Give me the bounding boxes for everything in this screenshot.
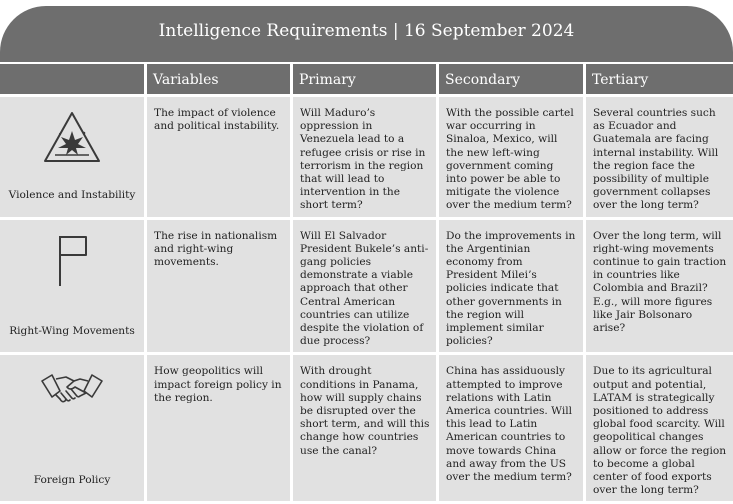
variables-cell: The rise in nationalism and right-wing movements. <box>147 220 293 356</box>
category-cell <box>0 220 147 356</box>
page-title: Intelligence Requirements | 16 September 2024 <box>158 21 575 41</box>
primary-cell: Will El Salvador President Bukele’s anti-gang policies demonstrate a viable approach that other Central American countries can utilize despite the violation of due process? <box>293 220 439 356</box>
handshake-icon <box>40 367 104 415</box>
header-tertiary: Tertiary <box>586 64 733 97</box>
primary-cell: With drought conditions in Panama, how will supply chains be disrupted over the short term, and will this change how countries use the canal? <box>293 355 439 504</box>
tertiary-cell: Several countries such as Ecuador and Guatemala are facing internal instability. Will the region face the possibility of multiple government collapses over the long term? <box>586 97 733 220</box>
tertiary-cell: Due to its agricultural output and potential, LATAM is strategically positioned to address global food scarcity. Will geopolitical changes allow or force the region to become a global center of food exports over the long term? <box>586 355 733 504</box>
header-primary: Primary <box>293 64 439 97</box>
warning-explosion-icon <box>42 109 102 165</box>
variables-cell: How geopolitics will impact foreign policy in the region. <box>147 355 293 504</box>
flag-icon <box>52 232 92 290</box>
table-row <box>0 355 733 504</box>
category-label: Right-Wing Movements <box>9 325 135 338</box>
secondary-cell: Do the improvements in the Argentinian economy from President Milei’s policies indicate that other governments in the region will implement similar policies? <box>439 220 586 356</box>
category-label: Foreign Policy <box>33 474 111 487</box>
secondary-cell: With the possible cartel war occurring in Sinaloa, Mexico, will the new left-wing government coming into power be able to mitigate the violence over the medium term? <box>439 97 586 220</box>
requirements-table <box>0 64 733 504</box>
table-row <box>0 220 733 356</box>
category-label: Violence and Instability <box>8 189 136 202</box>
variables-cell: The impact of violence and political instability. <box>147 97 293 220</box>
category-cell <box>0 355 147 504</box>
category-cell <box>0 97 147 220</box>
title-banner <box>0 6 733 62</box>
header-row <box>0 64 733 97</box>
secondary-cell: China has assiduously attempted to improve relations with Latin America countries. Will this lead to Latin American countries to move towards China and away from the US over the medium term? <box>439 355 586 504</box>
table-row <box>0 97 733 220</box>
header-variables: Variables <box>147 64 293 97</box>
tertiary-cell: Over the long term, will right-wing movements continue to gain traction in countries like Colombia and Brazil? E.g., will more figures like Jair Bolsonaro arise? <box>586 220 733 356</box>
primary-cell: Will Maduro’s oppression in Venezuela lead to a refugee crisis or rise in terrorism in the region that will lead to intervention in the short term? <box>293 97 439 220</box>
header-corner <box>0 64 147 97</box>
header-secondary: Secondary <box>439 64 586 97</box>
